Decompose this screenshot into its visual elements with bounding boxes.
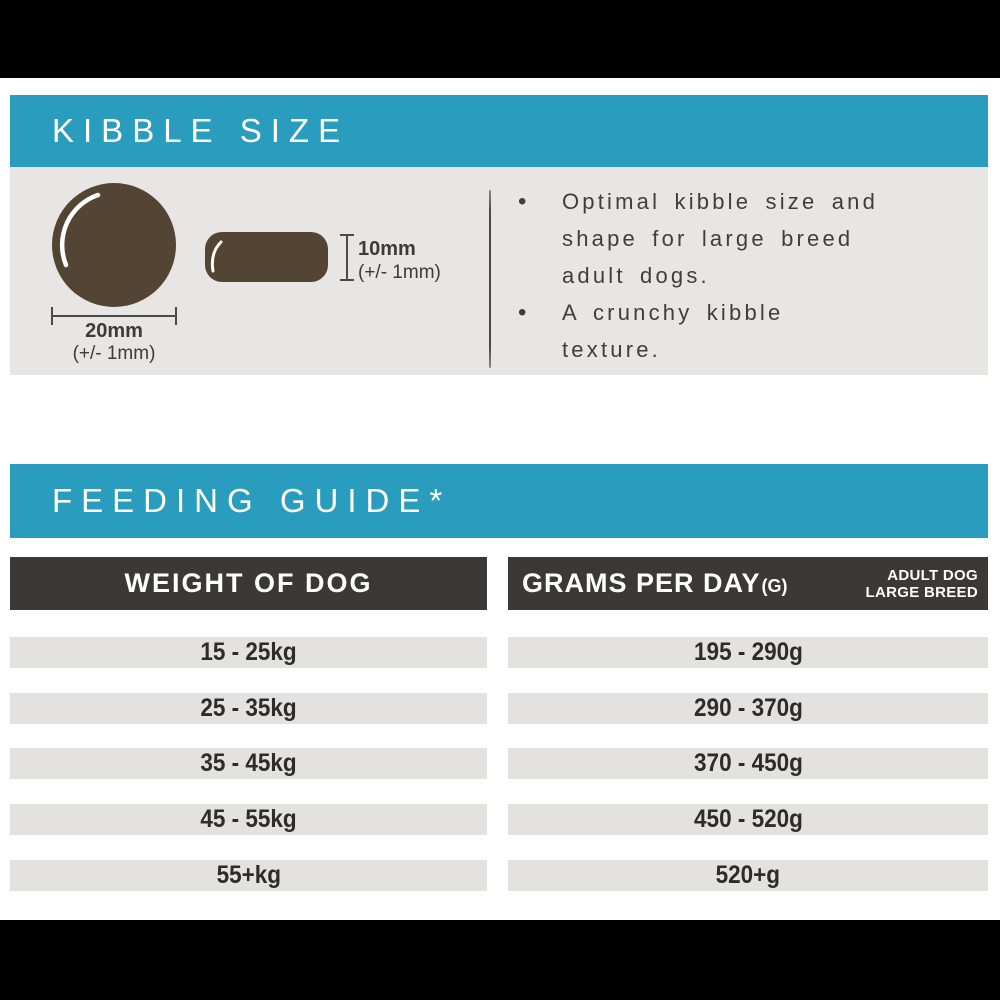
- table-row-grams: [508, 748, 988, 779]
- table-row-weight: [10, 860, 487, 891]
- bullet-line: Optimal kibble size and: [562, 189, 879, 214]
- width-tolerance-label: (+/- 1mm): [72, 343, 156, 364]
- kibble-bullet-list: [518, 183, 968, 368]
- bullet-icon: •: [518, 188, 530, 215]
- table-row-grams: [508, 804, 988, 835]
- bullet-item: [518, 183, 968, 294]
- kibble-size-header: [10, 95, 988, 167]
- table-row-weight: [10, 748, 487, 779]
- height-dimension-label: 10mm: [358, 238, 416, 260]
- kibble-top-view-icon: [52, 183, 176, 307]
- bullet-item: [518, 294, 968, 368]
- table-row-grams: [508, 860, 988, 891]
- table-row-weight: [10, 637, 487, 668]
- grams-value: 290 - 370g: [693, 694, 803, 722]
- weight-value: 15 - 25kg: [200, 638, 297, 666]
- grams-value: 370 - 450g: [693, 749, 803, 777]
- grams-column-title: GRAMS PER DAY: [522, 568, 761, 598]
- bullet-line: shape for large breed: [562, 226, 854, 251]
- grams-value: 195 - 290g: [693, 638, 803, 666]
- kibble-size-title: KIBBLE SIZE: [52, 112, 350, 149]
- weight-value: 35 - 45kg: [200, 749, 297, 777]
- bullet-icon: •: [518, 299, 530, 326]
- top-border-band: [0, 0, 1000, 78]
- bullet-text: [562, 183, 878, 294]
- weight-value: 55+kg: [216, 861, 281, 889]
- grams-value: 450 - 520g: [693, 805, 803, 833]
- feeding-guide-header: [10, 464, 988, 538]
- table-row-weight: [10, 804, 487, 835]
- table-header-grams: [508, 557, 988, 610]
- grams-value: 520+g: [715, 861, 781, 889]
- grams-unit-suffix: (G): [761, 576, 788, 596]
- bullet-line: texture.: [562, 337, 661, 362]
- weight-column-title: WEIGHT OF DOG: [124, 568, 373, 598]
- bullet-line: A crunchy kibble: [562, 300, 784, 325]
- weight-value: 45 - 55kg: [200, 805, 297, 833]
- kibble-side-view-icon: [205, 232, 328, 282]
- table-row-grams: [508, 637, 988, 668]
- badge-line: ADULT DOG: [887, 566, 978, 584]
- bullet-line: adult dogs.: [562, 263, 710, 288]
- bottom-border-band: [0, 920, 1000, 1000]
- kibble-panel: [10, 167, 988, 375]
- width-dimension-label: 20mm: [85, 320, 143, 342]
- table-header-weight: [10, 557, 487, 610]
- vertical-divider: [489, 190, 491, 368]
- height-tolerance-label: (+/- 1mm): [358, 262, 441, 283]
- weight-value: 25 - 35kg: [200, 694, 297, 722]
- table-row-weight: [10, 693, 487, 724]
- feeding-guide-title: FEEDING GUIDE*: [52, 482, 452, 519]
- bullet-text: [562, 294, 783, 368]
- adult-dog-large-breed-badge: [866, 567, 988, 601]
- badge-line: LARGE BREED: [865, 583, 978, 601]
- table-row-grams: [508, 693, 988, 724]
